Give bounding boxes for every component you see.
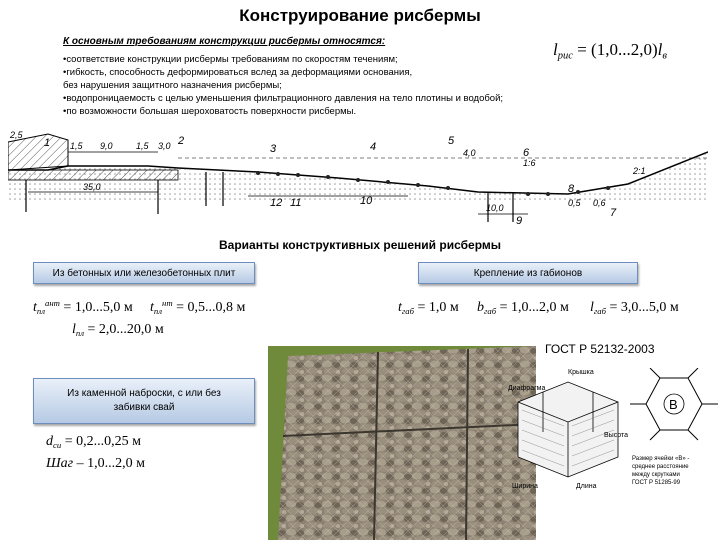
mesh-note-line: ГОСТ Р 51285-99 <box>632 480 681 486</box>
diagram-label: Длина <box>576 483 597 490</box>
callout-number: 1 <box>44 137 51 149</box>
stone-formula-2: Шаг – 1,0...2,0 м <box>46 456 145 471</box>
page-title: Конструирование рисбермы <box>239 6 481 25</box>
diagram-label: Высота <box>604 432 628 439</box>
callout-number: 5 <box>448 135 455 147</box>
diagram-label: Диафрагма <box>508 385 546 392</box>
callout-number: 10 <box>360 195 373 207</box>
dim-label: 2:1 <box>633 166 646 176</box>
requirement-line: •гибкость, способность деформироваться вслед за деформациями основания, <box>63 67 413 78</box>
gost-reference: ГОСТ Р 52132-2003 <box>545 342 655 356</box>
callout-number: 11 <box>290 197 302 209</box>
variant-concrete-button[interactable]: Из бетонных или железобетонных плит <box>33 262 255 284</box>
mesh-note-line: между скрутками <box>632 472 680 478</box>
requirement-line: •по возможности большая шероховатость поверхности рисбермы. <box>63 106 357 117</box>
dim-label: 1:6 <box>523 158 536 168</box>
variant-gabion-button[interactable]: Крепление из габионов <box>418 262 638 284</box>
dim-label: 35,0 <box>83 182 101 192</box>
variants-title: Варианты конструктивных решений рисбермы <box>218 238 501 252</box>
callout-number: 9 <box>516 215 523 227</box>
requirements-heading: К основным требованиям конструкции рисбермы относятся: <box>63 36 386 47</box>
dim-label: 0,5 <box>568 198 581 208</box>
diagram-label: Крышка <box>568 369 594 376</box>
gabion-formula-1: $t_{габ} = 1,0$ м <box>398 300 459 317</box>
requirement-line: без нарушения защитного назначения рисбермы; <box>63 80 282 91</box>
callout-number: 2 <box>178 135 185 147</box>
stone-formula-1: $d_{си} = 0,2...0,25$ м <box>46 434 141 451</box>
callout-number: 8 <box>568 183 575 195</box>
variant-stone-button[interactable]: Из каменной наброски, с или без забивки свай <box>33 378 255 424</box>
mesh-note-line: среднее расстояние <box>632 464 689 470</box>
mesh-letter: B <box>669 397 678 412</box>
callout-number: 12 <box>270 197 283 209</box>
callout-number: 7 <box>610 207 617 219</box>
requirement-line: •соответствие конструкции рисбермы требованиям по скоростям течениям; <box>63 54 398 65</box>
gabion-formula-3: $l_{габ} = 3,0...5,0$ м <box>590 300 679 317</box>
dim-label: 3,0 <box>158 141 171 151</box>
dim-label: 9,0 <box>100 141 113 151</box>
gabion-formula-2: $b_{габ} = 1,0...2,0$ м <box>477 300 569 317</box>
dim-label: 0,6 <box>593 198 606 208</box>
mesh-note-line: Размер ячейки «B» - <box>632 456 690 462</box>
dim-label: 1,5 <box>136 141 149 151</box>
main-formula: $l_{рис} = (1,0...2,0)l_в$ <box>553 40 667 62</box>
dim-label: 2,5 <box>10 130 23 140</box>
callout-number: 3 <box>270 143 277 155</box>
dim-label: 10,0 <box>486 203 504 213</box>
apron-slab <box>8 170 178 180</box>
dim-label: 4,0 <box>463 148 476 158</box>
hex-mesh-diagram <box>630 368 720 498</box>
concrete-formula-2: $t_{пл}^{нт} = 0,5...0,8$ м <box>150 298 246 317</box>
diagram-label: Ширина <box>512 483 538 490</box>
concrete-formula-3: $l_{пл} = 2,0...20,0$ м <box>72 322 164 339</box>
riprap-cross-section <box>8 122 708 228</box>
callout-number: 6 <box>523 147 530 159</box>
requirement-line: •водопроницаемость с целью уменьшения фильтрационного давления на тело плотины и водобой; <box>63 93 504 104</box>
dim-label: 1,5 <box>70 141 83 151</box>
gabion-box-diagram <box>508 362 628 494</box>
gabion-wall-photo <box>268 346 536 540</box>
callout-number: 4 <box>370 141 377 153</box>
concrete-formula-1: $t_{пл}^{ант} = 1,0...5,0$ м <box>33 298 133 317</box>
